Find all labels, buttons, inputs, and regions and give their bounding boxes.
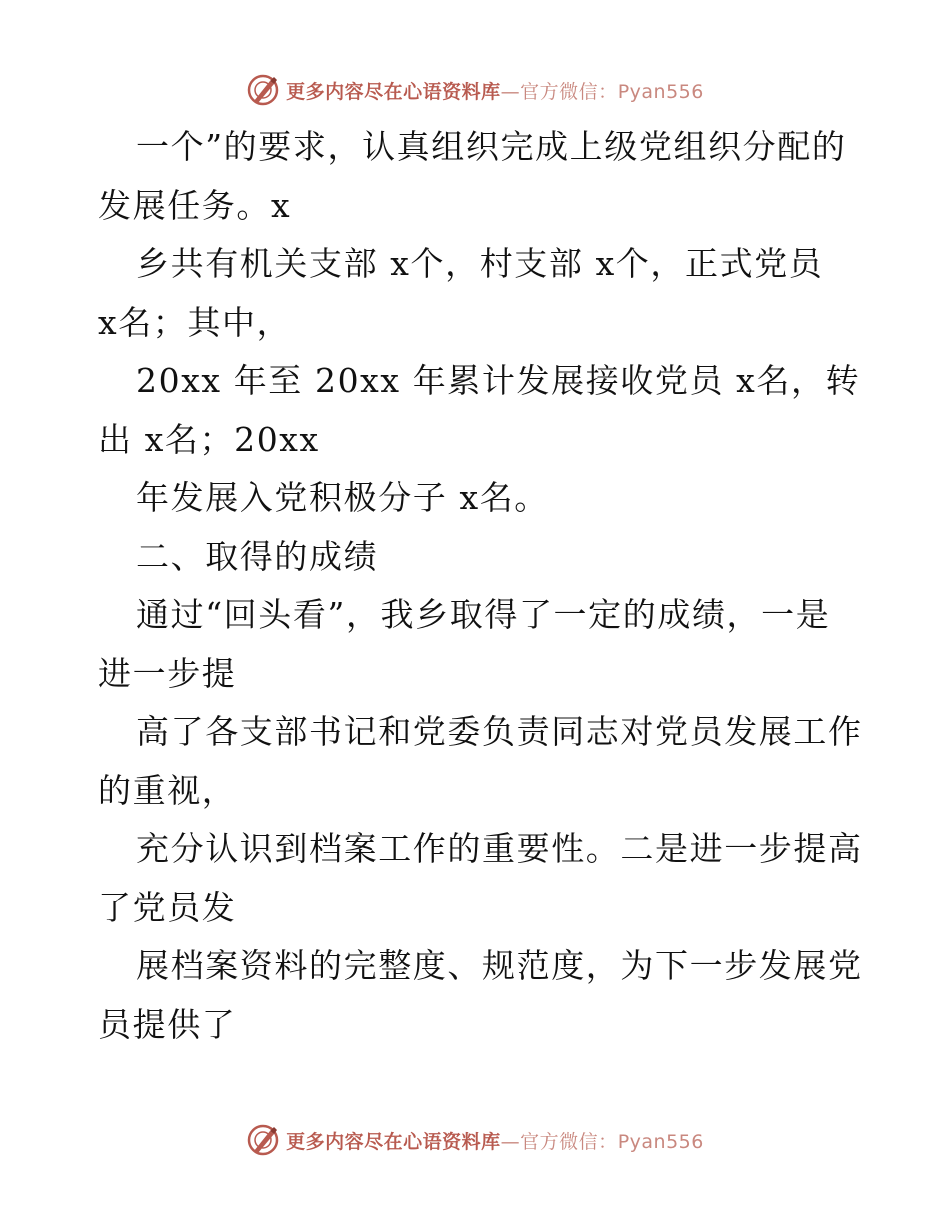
text-line: 乡共有机关支部 x个，村支部 x个，正式党员 — [136, 244, 824, 283]
text-line: 出 x名；20xx — [98, 419, 320, 459]
banner-dash: — — [500, 80, 521, 103]
banner-site-text: 更多内容尽在心语资料库 — [286, 80, 501, 103]
banner-wechat-id: Pyan556 — [617, 80, 704, 103]
header-banner — [0, 70, 950, 110]
banner-wechat-label: 官方微信： — [520, 1130, 618, 1153]
banner-text — [286, 1127, 704, 1154]
text-line: 高了各支部书记和党委负责同志对党员发展工作 — [136, 712, 863, 751]
document-body — [98, 118, 863, 1054]
banner-dash: — — [500, 1130, 521, 1153]
text-line: 了党员发 — [98, 887, 237, 927]
pen-logo-icon — [246, 1123, 280, 1157]
text-line: 20xx 年至 20xx 年累计发展接收党员 x名，转 — [136, 361, 861, 400]
text-line: 展档案资料的完整度、规范度，为下一步发展党 — [136, 946, 863, 985]
pen-logo-icon — [246, 73, 280, 107]
text-line: 员提供了 — [98, 1004, 237, 1044]
banner-wechat-label: 官方微信： — [520, 80, 618, 103]
banner-wechat-id: Pyan556 — [617, 1130, 704, 1153]
banner-text — [286, 77, 704, 104]
text-line: 进一步提 — [98, 653, 237, 693]
text-line: 年发展入党积极分子 x名。 — [136, 478, 549, 517]
text-line: 通过“回头看”，我乡取得了一定的成绩，一是 — [136, 595, 831, 634]
text-line: 充分认识到档案工作的重要性。二是进一步提高 — [136, 829, 863, 868]
banner-site-text: 更多内容尽在心语资料库 — [286, 1130, 501, 1153]
text-line: 发展任务。x — [98, 185, 292, 225]
text-line: 的重视， — [98, 770, 237, 810]
text-line: 一个”的要求，认真组织完成上级党组织分配的 — [136, 127, 847, 166]
footer-banner — [0, 1120, 950, 1160]
text-line: x名；其中， — [98, 302, 292, 342]
section-heading: 二、取得的成绩 — [136, 536, 379, 576]
